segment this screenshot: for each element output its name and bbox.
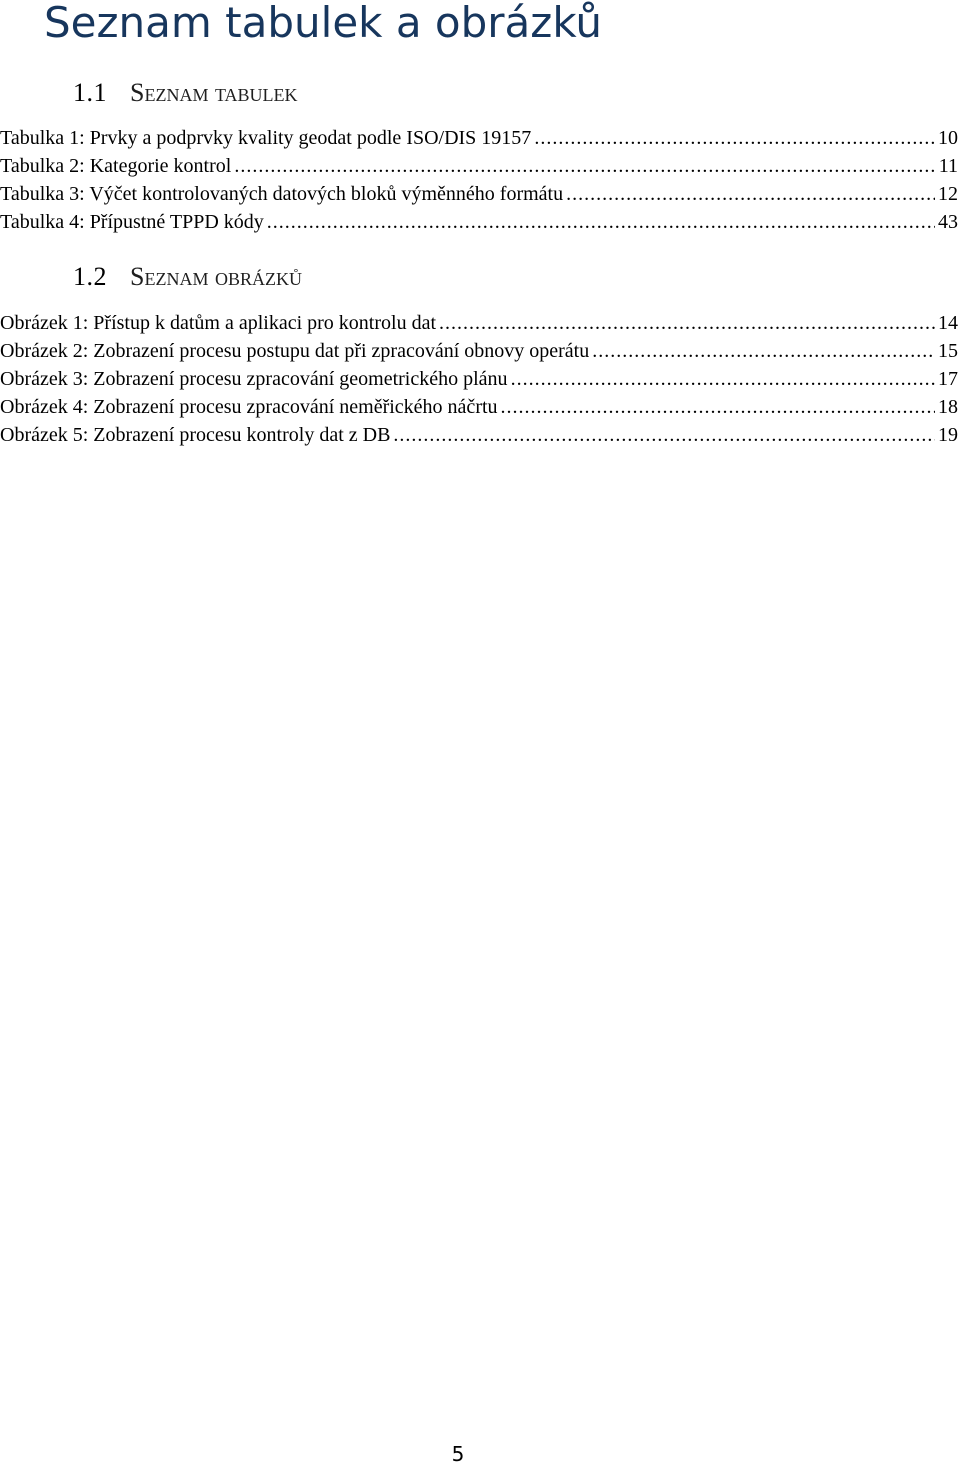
table-list [0, 124, 960, 236]
toc-entry-text: Obrázek 2: Zobrazení procesu postupu dat při zpracování obnovy operátu [0, 340, 590, 362]
dot-leader [592, 337, 935, 365]
dot-leader [511, 365, 935, 393]
toc-entry-text: Tabulka 1: Prvky a podprvky kvality geodat podle ISO/DIS 19157 [0, 127, 532, 149]
section-heading-tables [73, 78, 298, 108]
section-title: Seznam obrázků [130, 262, 302, 291]
page-title: Seznam tabulek a obrázků [44, 0, 602, 47]
toc-page-number: 17 [938, 368, 958, 390]
toc-page-number: 11 [938, 155, 958, 177]
dot-leader [501, 393, 935, 421]
toc-entry-text: Obrázek 1: Přístup k datům a aplikaci pro kontrolu dat [0, 312, 437, 334]
toc-entry-figure-5[interactable] [0, 421, 960, 449]
toc-entry-text: Obrázek 5: Zobrazení procesu kontroly dat z DB [0, 424, 391, 446]
toc-entry-figure-1[interactable] [0, 309, 960, 337]
toc-entry-text: Tabulka 3: Výčet kontrolovaných datových bloků výměnného formátu [0, 183, 564, 205]
toc-page-number: 15 [938, 340, 958, 362]
toc-entry-table-4[interactable] [0, 208, 960, 236]
dot-leader [439, 309, 935, 337]
toc-page-number: 10 [938, 127, 958, 149]
section-title: Seznam tabulek [130, 78, 298, 107]
toc-page-number: 18 [938, 396, 958, 418]
toc-page-number: 43 [938, 211, 958, 233]
toc-entry-text: Obrázek 3: Zobrazení procesu zpracování geometrického plánu [0, 368, 508, 390]
toc-entry-text: Tabulka 4: Přípustné TPPD kódy [0, 211, 264, 233]
dot-leader [234, 152, 935, 180]
toc-entry-text: Tabulka 2: Kategorie kontrol [0, 155, 232, 177]
section-number: 1.1 [73, 78, 107, 107]
toc-page-number: 12 [938, 183, 958, 205]
dot-leader [393, 421, 935, 449]
toc-entry-figure-2[interactable] [0, 337, 960, 365]
dot-leader [534, 124, 935, 152]
toc-entry-figure-3[interactable] [0, 365, 960, 393]
section-number: 1.2 [73, 262, 107, 291]
section-heading-figures [73, 262, 302, 292]
toc-page-number: 19 [938, 424, 958, 446]
page-number: 5 [451, 1442, 465, 1466]
dot-leader [566, 180, 935, 208]
toc-page-number: 14 [938, 312, 958, 334]
toc-entry-table-1[interactable] [0, 124, 960, 152]
toc-entry-table-2[interactable] [0, 152, 960, 180]
dot-leader [267, 208, 935, 236]
toc-entry-text: Obrázek 4: Zobrazení procesu zpracování neměřického náčrtu [0, 396, 498, 418]
toc-entry-table-3[interactable] [0, 180, 960, 208]
figure-list [0, 309, 960, 449]
toc-entry-figure-4[interactable] [0, 393, 960, 421]
